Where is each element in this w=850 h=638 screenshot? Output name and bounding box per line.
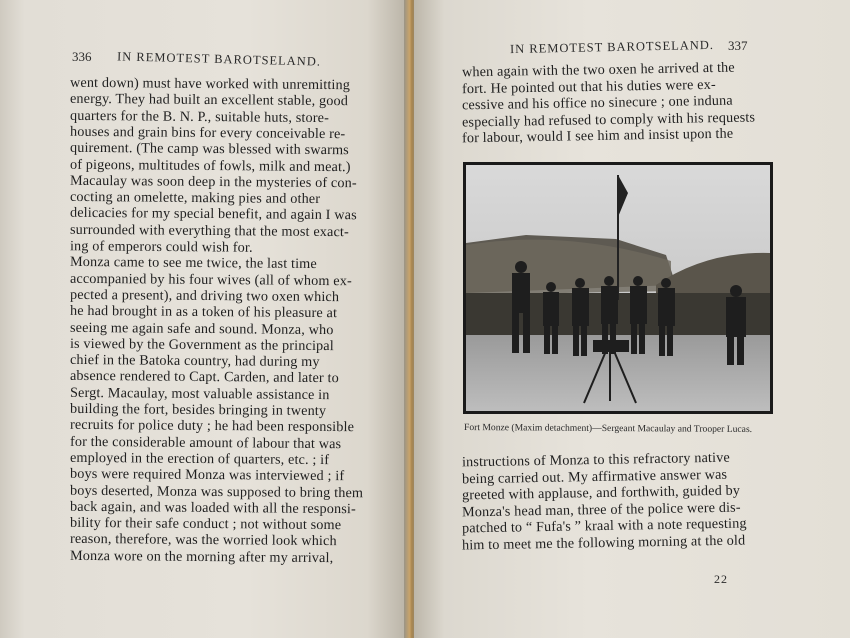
- text-line: accompanied by his four wives (all of whom ex-: [69, 270, 352, 289]
- text-line: Monza's head man, three of the police were dis-: [461, 499, 741, 521]
- text-line: cocting an omelette, making pies and other: [69, 189, 321, 208]
- text-line: boys deserted, Monza was supposed to bring them: [69, 482, 364, 501]
- left-page: [0, 0, 408, 638]
- text-line: seeing me again safe and sound. Monza, who: [69, 319, 334, 338]
- text-line: being carried out. My affirmative answer was: [461, 466, 728, 487]
- text-line: instructions of Monza to this refractory native: [461, 449, 730, 471]
- page-number: 336: [72, 49, 92, 64]
- text-line: boys were required Monza was interviewed ; if: [69, 465, 345, 485]
- text-line: energy. They had built an excellent stable, good: [69, 91, 349, 110]
- running-head: IN REMOTEST BAROTSELAND.: [509, 37, 715, 57]
- text-line: is viewed by the Government as the principal: [69, 335, 334, 354]
- text-line: delicacies for my special benefit, and again I was: [69, 205, 357, 224]
- text-line: when again with the two oxen he arrived at the: [461, 59, 735, 81]
- text-line: of pigeons, multitudes of fowls, milk and meat.): [69, 156, 351, 175]
- text-line: Sergt. Macaulay, most valuable assistance in: [69, 384, 330, 403]
- text-line: absence rendered to Capt. Carden, and later to: [69, 368, 339, 387]
- text-line: reason, therefore, was the worried look which: [69, 531, 337, 550]
- text-line: went down) must have worked with unremitting: [69, 74, 351, 94]
- signature-mark: 22: [714, 572, 728, 586]
- text-line: quirement. (The camp was blessed with swarms: [69, 139, 349, 159]
- text-line: back again, and was loaded with all the responsi-: [69, 498, 356, 518]
- text-line: greeted with applause, and forthwith, guided by: [461, 482, 741, 504]
- photo-caption: Fort Monze (Maxim detachment)—Sergeant Macaulay and Trooper Lucas.: [463, 421, 753, 436]
- text-line: for the considerable amount of labour that was: [69, 433, 342, 452]
- text-line: cessive and his office no sinecure ; one induna: [461, 92, 733, 114]
- text-line: patched to “ Fufa's ” kraal with a note requesting: [461, 515, 747, 537]
- text-line: quarters for the B. N. P., suitable huts, store-: [69, 107, 330, 126]
- text-line: fort. He pointed out that his duties were ex-: [461, 76, 716, 97]
- text-line: recruits for police duty ; he had been responsible: [69, 417, 355, 436]
- text-line: bility for their safe conduct ; not without some: [69, 514, 342, 534]
- fort-photo-illustration: [466, 165, 770, 411]
- text-line: Monza came to see me twice, the last time: [69, 254, 317, 273]
- text-line: employed in the erection of quarters, etc. ; if: [69, 449, 330, 469]
- text-line: pected a present), and driving two oxen which: [69, 286, 340, 306]
- text-line: he had brought in as a token of his pleasure at: [69, 303, 338, 322]
- text-line: houses and grain bins for every conceivable re-: [69, 123, 346, 143]
- page-number: 337: [728, 38, 748, 53]
- running-head: IN REMOTEST BAROTSELAND.: [116, 49, 322, 69]
- text-line: surrounded with everything that the most exact-: [69, 221, 349, 240]
- text-line: Monza wore on the morning after my arrival,: [69, 547, 334, 566]
- photograph: [463, 162, 773, 414]
- text-line: for labour, would I see him and insist upon the: [461, 126, 734, 147]
- text-line: him to meet me the following morning at the old: [461, 532, 746, 554]
- right-page: [414, 0, 850, 638]
- text-line: chief in the Batoka country, had during my: [69, 352, 320, 371]
- text-line: building the fort, besides bringing in twenty: [69, 400, 327, 420]
- text-line: ing of emperors could wish for.: [69, 238, 253, 256]
- text-line: especially had refused to comply with his requests: [461, 109, 756, 131]
- text-line: Macaulay was soon deep in the mysteries of con-: [69, 172, 357, 192]
